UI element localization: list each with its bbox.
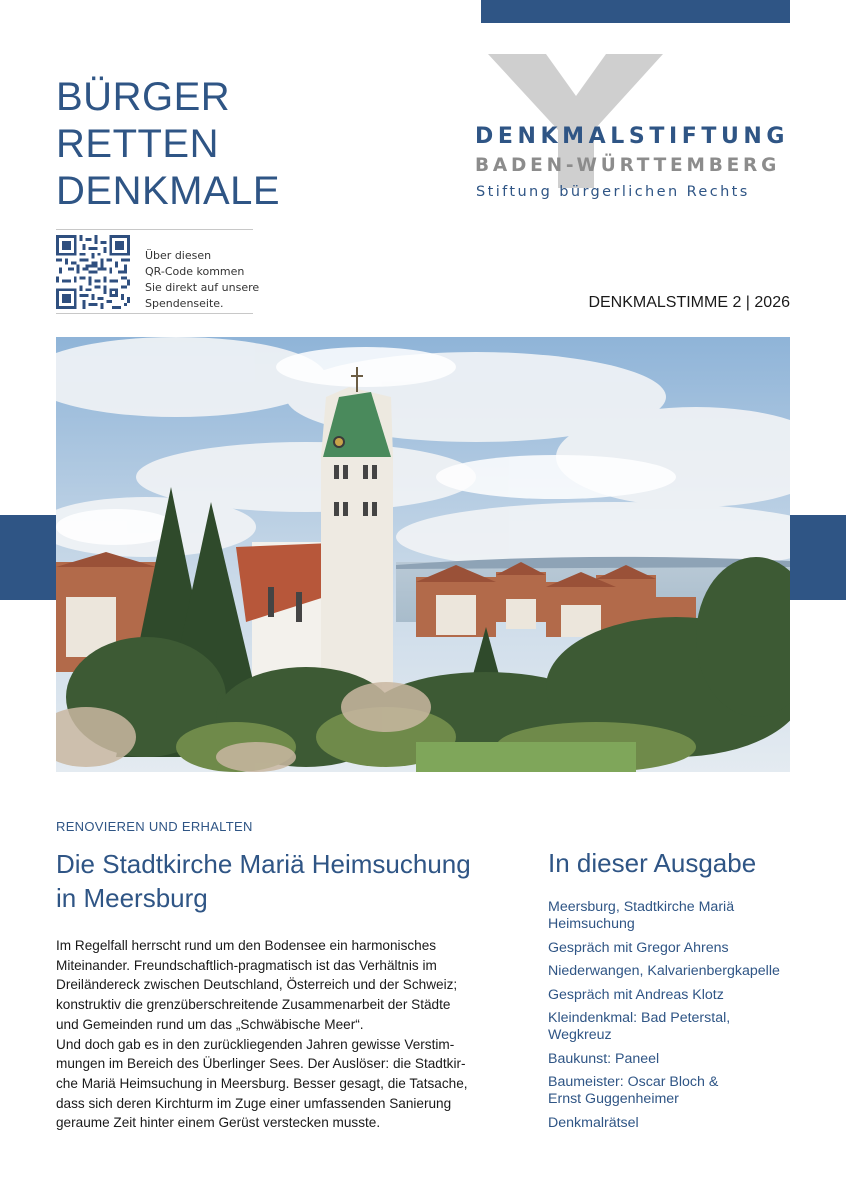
- qr-caption: [145, 248, 260, 312]
- donation-qr-block: [56, 229, 260, 314]
- article-title-line: in Meersburg: [56, 883, 208, 913]
- body-line: Und doch gab es in den zurückliegenden Jahren gewisse Verstim-: [56, 1036, 455, 1052]
- toc-item-line: Ernst Guggenheimer: [548, 1091, 679, 1107]
- top-accent-bar: [481, 0, 790, 23]
- article-title-line: Die Stadtkirche Mariä Heimsuchung: [56, 849, 471, 879]
- toc-item[interactable]: [548, 940, 798, 957]
- toc-item[interactable]: [548, 1051, 798, 1068]
- cover-photo: [56, 337, 790, 772]
- qr-code[interactable]: [56, 235, 130, 309]
- toc-item-line: Niederwangen, Kalvarienbergkapelle: [548, 963, 780, 979]
- right-accent-bar: [790, 515, 846, 600]
- body-line: mungen im Bereich des Überlinger Sees. Der Auslöser: die Stadtkir-: [56, 1056, 466, 1072]
- toc-item[interactable]: [548, 899, 798, 933]
- qr-caption-line: Spendenseite.: [145, 297, 224, 310]
- body-line: konstruktiv die grenzüberschreitende Zusammenarbeit der Städte: [56, 997, 451, 1013]
- toc-item-line: Heimsuchung: [548, 916, 635, 932]
- cover-headline: [56, 74, 316, 215]
- toc-item-line: Baumeister: Oscar Bloch &: [548, 1074, 719, 1090]
- logo-wordmark: DENKMALSTIFTUNG: [475, 124, 790, 149]
- toc-item-line: Baukunst: Paneel: [548, 1050, 660, 1067]
- toc-item-line: Wegkreuz: [548, 1027, 612, 1043]
- body-line: Im Regelfall herrscht rund um den Bodensee ein harmonisches: [56, 938, 437, 953]
- body-line: Miteinander. Freundschaftlich-pragmatisch ist das Verhältnis im: [56, 957, 437, 973]
- article-title: [56, 847, 496, 915]
- foundation-logo: [470, 50, 795, 210]
- logo-region: BADEN-WÜRTTEMBERG: [475, 155, 781, 176]
- toc-item[interactable]: [548, 963, 798, 980]
- body-line: dass sich deren Kirchturm im Zuge einer umfassenden Sanierung: [56, 1095, 452, 1111]
- qr-caption-line: QR-Code kommen: [145, 265, 245, 278]
- toc-item-line: Denkmalrätsel: [548, 1114, 639, 1131]
- toc-item[interactable]: [548, 1074, 798, 1108]
- issue-label: DENKMALSTIMME 2 | 2026: [588, 294, 790, 311]
- body-line: Dreiländereck zwischen Deutschland, Österreich und der Schweiz;: [56, 977, 458, 993]
- article-body: [56, 936, 501, 1133]
- headline-line: DENKMALE: [56, 169, 281, 213]
- headline-line: BÜRGER: [56, 75, 231, 119]
- toc-item-line: Kleindenkmal: Bad Peterstal,: [548, 1010, 731, 1026]
- toc-item-line: Meersburg, Stadtkirche Mariä: [548, 899, 735, 915]
- headline-line: RETTEN: [56, 122, 219, 166]
- table-of-contents: [548, 899, 798, 1138]
- qr-caption-line: Über diesen: [145, 249, 212, 262]
- toc-item[interactable]: [548, 987, 798, 1004]
- body-line: geraume Zeit hinter einem Gerüst verstecken musste.: [56, 1115, 381, 1131]
- toc-heading: In dieser Ausgabe: [548, 848, 757, 878]
- article-kicker: RENOVIEREN UND ERHALTEN: [56, 819, 253, 834]
- toc-item[interactable]: [548, 1115, 798, 1132]
- left-accent-bar: [0, 515, 56, 600]
- toc-item-line: Gespräch mit Gregor Ahrens: [548, 939, 729, 956]
- logo-tagline: Stiftung bürgerlichen Rechts: [476, 184, 750, 200]
- body-line: und Gemeinden rund um das „Schwäbische Meer“.: [56, 1016, 364, 1032]
- toc-item-line: Gespräch mit Andreas Klotz: [548, 986, 724, 1003]
- toc-item[interactable]: [548, 1010, 798, 1044]
- body-line: che Mariä Heimsuchung in Meersburg. Besser gesagt, die Tatsache,: [56, 1075, 468, 1091]
- qr-caption-line: Sie direkt auf unsere: [145, 281, 260, 294]
